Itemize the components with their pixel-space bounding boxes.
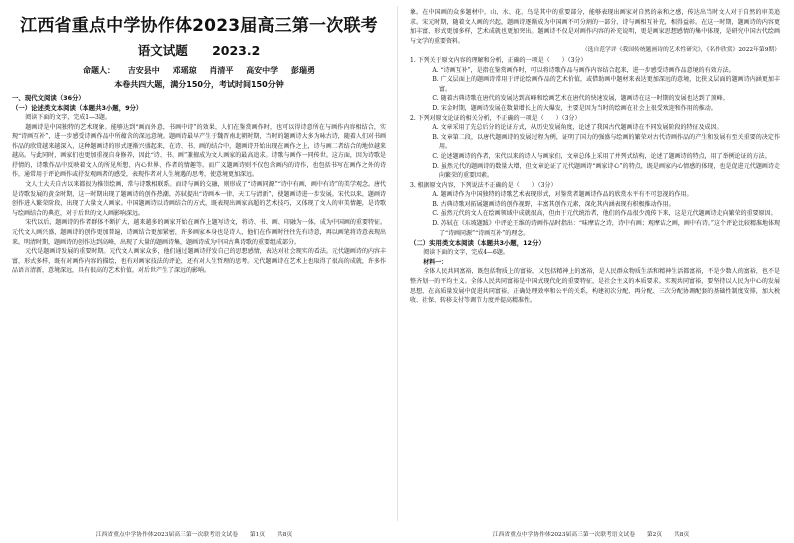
left-page-footer <box>0 529 398 538</box>
question-block <box>410 56 780 114</box>
answer-option: B. 广义层面上的题画诗常用于评论绘画作品的艺术价值，或借助画中题材来表达更加深远的意境，比狭义层面的题画诗内涵更加丰富。 <box>432 76 780 93</box>
footer-page-number: 第2页 <box>646 532 663 538</box>
question-block <box>410 114 780 181</box>
answer-option: A. 题画诗作为中国独特的诗歌艺术表现形式，对鉴赏者题画诗作品的欣赏水平有不可忽视的作用。 <box>432 191 693 199</box>
footer-exam-name: 江西省重点中学协作体2023届高三第一次联考语文试卷 <box>95 532 238 538</box>
answer-option: B. 古典诗歌对拓展题画诗的创作视野，丰富其创作元素，深化其内涵表现有积极推动作用。 <box>432 200 675 208</box>
question-stem: 3. 根据原文内容，下列说法不正确的是（ ）（3分） <box>410 181 557 189</box>
right-page-footer <box>398 529 794 538</box>
score-note: 本卷共四大题，满分150分，考试时间150分钟 <box>114 80 284 89</box>
answer-option: D. 虽然元代的题画诗的数量大增，但文章论证了元代题画诗“画家诗心”的特点，既是画家内心情感的体现，也是促进元代题画诗走向繁荣的重要因素。 <box>432 162 780 180</box>
passage-paragraph: 元代是题画诗发展的重要时期。元代文人画家众多，他们通过题画诗抒发自己的思想感情，表达对社会现实的看法。元代题画诗的内容丰富，形式多样，既有对画作内容的描绘，也有对画家技法的评论，还有对人生哲理的思考。元代题画诗在艺术上也取得了很高的成就，许多作品语言清新，意境深远，具有很高的艺术价值，对后世产生了深远的影响。 <box>12 248 386 275</box>
author-item: 邓瑶琼 <box>172 66 197 75</box>
passage-paragraph: 宋代以后，题画诗的作者群体不断扩大，越来越多的画家开始在画作上题写诗文，将诗、书、画、印融为一体，成为中国画的重要特征。元代文人画兴盛，题画诗的创作更加普遍，诗画结合更加紧密，许多画家本身也是诗人，他们在作画时往往先有诗意，再以画笔将诗意表现出来。明清时期，题画诗的创作达到高峰，出现了大量的题画诗集，题画诗成为中国古典诗歌的重要组成部分。 <box>12 219 386 246</box>
authors-label: 命题人： <box>83 66 115 75</box>
answer-option: D. 宋金时期，题画诗发展在数量增长上的大爆发，主要是因为当时的绘画在社会上很受欢迎和作用的推动。 <box>432 104 717 112</box>
question-block <box>410 181 780 239</box>
question-stem: 1. 下列关于原文内容的理解和分析，正确的一项是（ ）（3分） <box>410 56 587 64</box>
answer-option: A. 文章采用了先总后分的论证方式，从历史发展角度，论述了我国古代题画诗在不同发展阶段的特征及成因。 <box>432 124 723 132</box>
reading-instruction: 阅读下面的文字，完成1—3题。 <box>25 114 111 121</box>
author-item: 吉安县中 <box>127 66 160 75</box>
answer-option: C. 虽然元代的文人在绘画领域中成就很高，但由于元代统治者，他们的作品很少流传下来，这是元代题画诗走向繁荣的重要原因。 <box>432 210 777 218</box>
footer-page-number: 第1页 <box>249 532 266 538</box>
answer-option: C. 论述题画诗的作者，宋代以来的诗人与画家们，文章总体上采用了并列式结构，论述了题画诗的特点，用了举例论证的方法。 <box>432 152 771 160</box>
footer-exam-name: 江西省重点中学协作体2023届高三第一次联考语文试卷 <box>492 532 635 538</box>
material-paragraph: 全体人民共同富裕，既包括物质上的富裕，又包括精神上的富裕，是人民群众物质生活和精神生活都富裕，不是少数人的富裕，也不是整齐划一的平均主义。全体人民共同富裕是中国式现代化的重要特征，是社会主义的本质要求。实现共同富裕，要坚持以人民为中心的发展思想，在高质量发展中促进共同富裕，正确处理效率和公平的关系，构建初次分配、再分配、三次分配协调配套的基础性制度安排，加大税收、社保、转移支付等调节力度并提高精准性。 <box>410 268 780 305</box>
answer-option: A. “诗画互补”，是指在鉴赏画作时，可以将诗歌作品与画作内容结合起来，进一步感受诗画作品意境的有效方法。 <box>432 66 735 74</box>
subsection-heading: （二）实用类文本阅读（本题共3小题，12分） <box>410 239 545 248</box>
author-item: 彭瑞勇 <box>290 66 315 75</box>
question-stem: 2. 下列对原文论证的相关分析，不正确的一项是（ ）（3分） <box>410 114 581 122</box>
footer-page-total: 共8页 <box>673 532 690 538</box>
exam-title: 江西省重点中学协作体2023届高三第一次联考 <box>20 16 378 36</box>
passage-paragraph: 文人士大夫自古以来都很为推崇绘画，常与诗歌相联系。而诗与画的交融，则形成了“诗画同源”“诗中有画，画中有诗”的美学观念。唐代是诗歌发展的黄金时期，这一时期出现了题画诗的创作热潮。苏轼提出“诗画本一律，天工与清新”，使题画诗进一步发展。宋代以来，题画诗创作进入繁荣阶段，出现了大量文人画家。中国题画诗以诗画结合的方式，既表现出画家高超的艺术技巧，又体现了文人的审美情趣，是诗歌与绘画结合的典范，对于后世的文人画影响深远。 <box>12 181 386 217</box>
answer-option: D. 苏轼在《东坡题跋》中评论王维的诗画作品时指出：“味摩诘之诗，诗中有画；观摩诘之画，画中有诗。”这个评论比较精准地体现了“诗画同源”“诗画互补”的理念。 <box>432 220 780 237</box>
material-label: 材料一： <box>423 258 448 266</box>
subject-row <box>12 40 386 62</box>
passage-paragraph: 题画诗是中国独特的艺术现象。能够达到“画而外意，书画中诗”的效果，人们在鉴赏画作时，也可以得诗意所在与画作内容相结合，实现“诗画互补”，进一步感受诗画作品中所蕴含的深远意境。题画诗最早产生于魏晋南北朝时期，当时的题画诗大多为咏古诗，随着人们对书画作品的欣赏越来越深入，这种题画诗的形式逐渐兴盛起来，在诗、书、画的结合中，题画诗开始出现在画作之上，诗与画二者结合的地位越来越高。与此同时，画家们也更加重视自身修养，因此“诗、书、画”兼擅成为文人画家的最高追求。诗歌与画作一同传世。这方面，因为诗歌是抒情的，诗歌作品中反映着文人的所见所想、内心世界、作者的情趣等。而广义题画诗则不仅包含画内的诗作，也包括书写在画作之外的诗作，通常用于评论画作或抒发观画者的感受，表现作者对人生境遇的思考，使意境更加深远。 <box>12 123 386 179</box>
authors-row <box>12 64 386 78</box>
section-heading: 一、现代文阅读（36分） <box>12 94 85 102</box>
exam-date: 2023.2 <box>212 43 261 58</box>
subject-label: 语文试题 <box>137 43 188 58</box>
passage-paragraph: 象。在中国画的众多题材中，山、水、花、鸟是其中的重要部分，能够表现出画家对自然的亲和之感，传达出当时文人对于自然的审美追求。宋元时期，随着文人画的兴起，题画诗逐渐成为中国画不可分割的一部分，诗与画相互补充，相得益彰。在这一时期，题画诗的内容更加丰富，形式更加多样，艺术成就也更加突出。题画诗不仅是对画作内容的补充说明，更是画家思想感情的集中体现，是研究中国古代绘画与文学的重要资料。 <box>410 9 780 45</box>
footer-page-total: 共8页 <box>276 532 293 538</box>
right-page <box>398 0 794 543</box>
author-item: 肖清平 <box>209 66 234 75</box>
passage-source: （选自范学评《我国传统题画诗的艺术性研究》，《名作欣赏》2022年第9期） <box>581 47 780 54</box>
subsection-heading: （一）论述类文本阅读（本题共3小题，9分） <box>12 104 143 112</box>
reading-instruction: 阅读下面的文字，完成4—6题。 <box>423 249 509 257</box>
answer-option: B. 文章第二段，以唐代题画诗的发展过程为例，证明了国力的强盛与绘画的繁荣对古代诗画作品的产生和发展有至关重要的决定作用。 <box>432 133 780 151</box>
author-item: 高安中学 <box>246 66 279 75</box>
answer-option: C. 随着古典诗歌在唐代的发展达到高峰和绘画艺术在唐代的快速发展，题画诗在这一时期的发展也达到了顶峰。 <box>432 95 729 103</box>
